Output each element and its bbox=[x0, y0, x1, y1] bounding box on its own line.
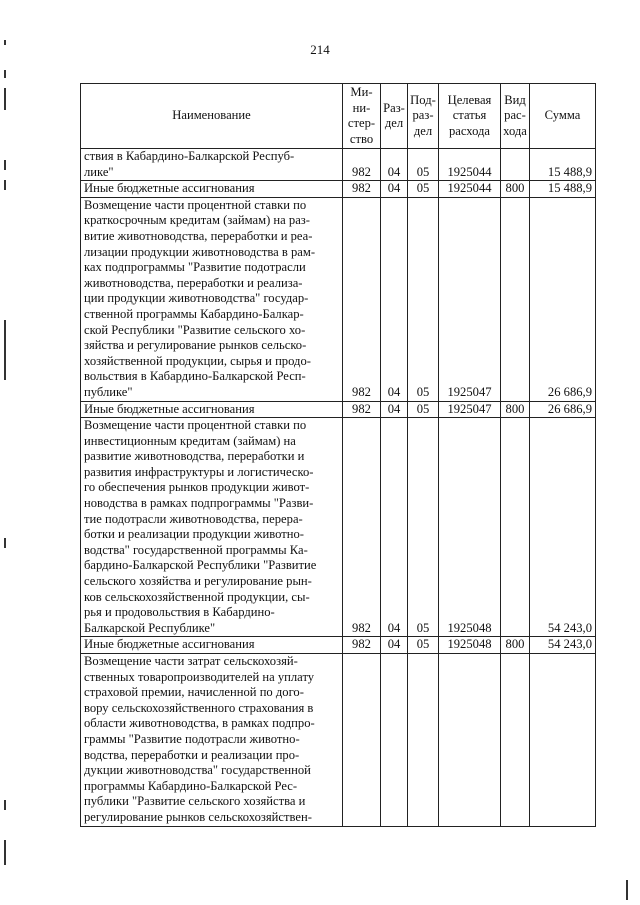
cell-section: 04 bbox=[381, 637, 408, 654]
margin-mark bbox=[4, 180, 6, 190]
margin-mark bbox=[4, 840, 6, 865]
cell-subsection: 05 bbox=[408, 181, 439, 198]
margin-mark bbox=[4, 538, 6, 548]
name-line: Иные бюджетные ассигнования bbox=[84, 637, 255, 652]
cell-target bbox=[439, 654, 501, 827]
cell-sum: 26 686,9 bbox=[530, 197, 596, 401]
cell-name bbox=[81, 181, 343, 198]
header-line: ни- bbox=[352, 100, 371, 115]
name-line: го обеспечения рынков продукции живот- bbox=[84, 480, 310, 495]
cell-type bbox=[501, 654, 530, 827]
table-row bbox=[81, 637, 596, 654]
header-line: Вид bbox=[504, 92, 526, 107]
cell-section bbox=[381, 654, 408, 827]
cell-sum: 15 488,9 bbox=[530, 149, 596, 181]
table-row bbox=[81, 654, 596, 827]
cell-section: 04 bbox=[381, 181, 408, 198]
cell-type: 800 bbox=[501, 181, 530, 198]
name-line: публики "Развитие сельского хозяйства и bbox=[84, 794, 306, 809]
name-line: дукции животноводства" государственной bbox=[84, 763, 311, 778]
cell-subsection: 05 bbox=[408, 637, 439, 654]
header-line: рас- bbox=[504, 108, 526, 123]
margin-mark bbox=[4, 320, 6, 380]
cell-name bbox=[81, 637, 343, 654]
cell-sum bbox=[530, 654, 596, 827]
budget-table bbox=[80, 83, 596, 827]
table-row bbox=[81, 401, 596, 418]
name-line: Возмещение части процентной ставки по bbox=[84, 197, 307, 212]
header-subsection bbox=[408, 84, 439, 149]
name-line: ции продукции животноводства" государ- bbox=[84, 291, 309, 306]
name-line: витие животноводства, переработки и реа- bbox=[84, 228, 313, 243]
header-line: дел bbox=[384, 116, 404, 130]
header-line: стер- bbox=[347, 116, 376, 130]
header-line: хода bbox=[503, 123, 527, 138]
header-line: ство bbox=[349, 131, 374, 146]
name-line: хозяйственной продукции, сырья и продо- bbox=[84, 353, 311, 368]
cell-sum: 26 686,9 bbox=[530, 401, 596, 418]
cell-target: 1925047 bbox=[439, 197, 501, 401]
name-line: вору сельскохозяйственного страхования в bbox=[84, 700, 314, 715]
name-line: ствия в Кабардино-Балкарской Респуб- bbox=[84, 149, 295, 163]
name-line: ках подпрограммы "Развитие подотрасли bbox=[84, 260, 306, 275]
name-line: зяйства и регулирование рынков сельско- bbox=[84, 338, 307, 353]
cell-sum: 54 243,0 bbox=[530, 637, 596, 654]
cell-name bbox=[81, 401, 343, 418]
header-target bbox=[439, 84, 501, 149]
margin-mark bbox=[4, 800, 6, 810]
cell-name bbox=[81, 654, 343, 827]
cell-ministry: 982 bbox=[343, 401, 381, 418]
cell-target: 1925047 bbox=[439, 401, 501, 418]
cell-type bbox=[501, 418, 530, 637]
name-line: лике" bbox=[84, 164, 114, 179]
table-body bbox=[81, 149, 596, 827]
cell-section: 04 bbox=[381, 149, 408, 181]
name-line: ботки и реализации продукции животно- bbox=[84, 527, 304, 542]
name-line: страховой премии, начисленной по дого- bbox=[84, 685, 304, 700]
name-line: ской Республики "Развитие сельского хо- bbox=[84, 322, 306, 337]
name-line: вольствия в Кабардино-Балкарской Респ- bbox=[84, 369, 306, 384]
name-line: Иные бюджетные ассигнования bbox=[84, 181, 255, 196]
name-line: Иные бюджетные ассигнования bbox=[84, 401, 255, 416]
name-line: водства" государственной программы Ка- bbox=[84, 542, 308, 557]
margin-mark bbox=[4, 160, 6, 170]
cell-subsection bbox=[408, 654, 439, 827]
header-type bbox=[501, 84, 530, 149]
name-line: ков сельскохозяйственной продукции, сы- bbox=[84, 589, 310, 604]
name-line: Возмещение части процентной ставки по bbox=[84, 418, 307, 433]
header-line: Целевая bbox=[447, 92, 492, 107]
name-line: инвестиционным кредитам (займам) на bbox=[84, 433, 296, 448]
header-line: статья bbox=[452, 108, 487, 123]
name-line: регулирование рынков сельскохозяйствен- bbox=[84, 809, 312, 824]
margin-mark bbox=[626, 880, 628, 900]
header-ministry bbox=[343, 84, 381, 149]
header-row bbox=[81, 84, 596, 149]
header-line: дел bbox=[413, 123, 433, 138]
name-line: рья и продовольствия в Кабардино- bbox=[84, 605, 275, 620]
cell-type bbox=[501, 149, 530, 181]
name-line: программы Кабардино-Балкарской Рес- bbox=[84, 778, 298, 793]
cell-subsection: 05 bbox=[408, 401, 439, 418]
name-line: животноводства, переработки и реализа- bbox=[84, 275, 303, 290]
name-line: области животноводства, в рамках подпро- bbox=[84, 716, 315, 731]
cell-name bbox=[81, 149, 343, 181]
table-row bbox=[81, 181, 596, 198]
header-line: Раз- bbox=[383, 100, 405, 115]
name-line: публике" bbox=[84, 384, 133, 399]
name-line: водства, переработки и реализации про- bbox=[84, 747, 300, 762]
margin-mark bbox=[4, 40, 6, 45]
header-name: Наименование bbox=[81, 84, 343, 149]
cell-ministry: 982 bbox=[343, 637, 381, 654]
name-line: новодства в рамках подпрограммы "Разви- bbox=[84, 496, 314, 511]
name-line: развитие животноводства, переработки и bbox=[84, 449, 305, 464]
cell-sum: 15 488,9 bbox=[530, 181, 596, 198]
header-line: Под- bbox=[410, 92, 436, 107]
cell-name bbox=[81, 197, 343, 401]
header-line: расхода bbox=[448, 123, 491, 138]
name-line: Возмещение части затрат сельскохозяй- bbox=[84, 654, 298, 668]
cell-section: 04 bbox=[381, 197, 408, 401]
name-line: ственной программы Кабардино-Балкар- bbox=[84, 306, 304, 321]
cell-target: 1925044 bbox=[439, 149, 501, 181]
cell-sum: 54 243,0 bbox=[530, 418, 596, 637]
cell-section: 04 bbox=[381, 401, 408, 418]
name-line: развития инфраструктуры и логистическо- bbox=[84, 464, 314, 479]
cell-ministry bbox=[343, 654, 381, 827]
cell-name bbox=[81, 418, 343, 637]
cell-type: 800 bbox=[501, 401, 530, 418]
cell-target: 1925048 bbox=[439, 418, 501, 637]
page-number: 214 bbox=[310, 42, 330, 57]
cell-type bbox=[501, 197, 530, 401]
cell-subsection: 05 bbox=[408, 197, 439, 401]
name-line: лизации продукции животноводства в рам- bbox=[84, 244, 316, 259]
cell-ministry: 982 bbox=[343, 149, 381, 181]
header-line: раз- bbox=[412, 108, 434, 123]
table-row bbox=[81, 418, 596, 637]
header-section bbox=[381, 84, 408, 149]
cell-type: 800 bbox=[501, 637, 530, 654]
name-line: бардино-Балкарской Республики "Развитие bbox=[84, 558, 317, 573]
margin-mark bbox=[4, 88, 6, 110]
header-line: Ми- bbox=[350, 85, 373, 99]
cell-target: 1925048 bbox=[439, 637, 501, 654]
name-line: тие подотрасли животноводства, перера- bbox=[84, 511, 303, 526]
name-line: ственных товаропроизводителей на уплату bbox=[84, 669, 315, 684]
name-line: краткосрочным кредитам (займам) на раз- bbox=[84, 213, 310, 228]
name-line: сельского хозяйства и регулирование рын- bbox=[84, 574, 312, 589]
table-row bbox=[81, 149, 596, 181]
cell-section: 04 bbox=[381, 418, 408, 637]
cell-ministry: 982 bbox=[343, 197, 381, 401]
name-line: Балкарской Республике" bbox=[84, 620, 216, 635]
cell-subsection: 05 bbox=[408, 418, 439, 637]
cell-subsection: 05 bbox=[408, 149, 439, 181]
header-sum: Сумма bbox=[530, 84, 596, 149]
cell-ministry: 982 bbox=[343, 181, 381, 198]
cell-target: 1925044 bbox=[439, 181, 501, 198]
margin-mark bbox=[4, 70, 6, 78]
name-line: граммы "Развитие подотрасли животно- bbox=[84, 731, 300, 746]
cell-ministry: 982 bbox=[343, 418, 381, 637]
table-row bbox=[81, 197, 596, 401]
